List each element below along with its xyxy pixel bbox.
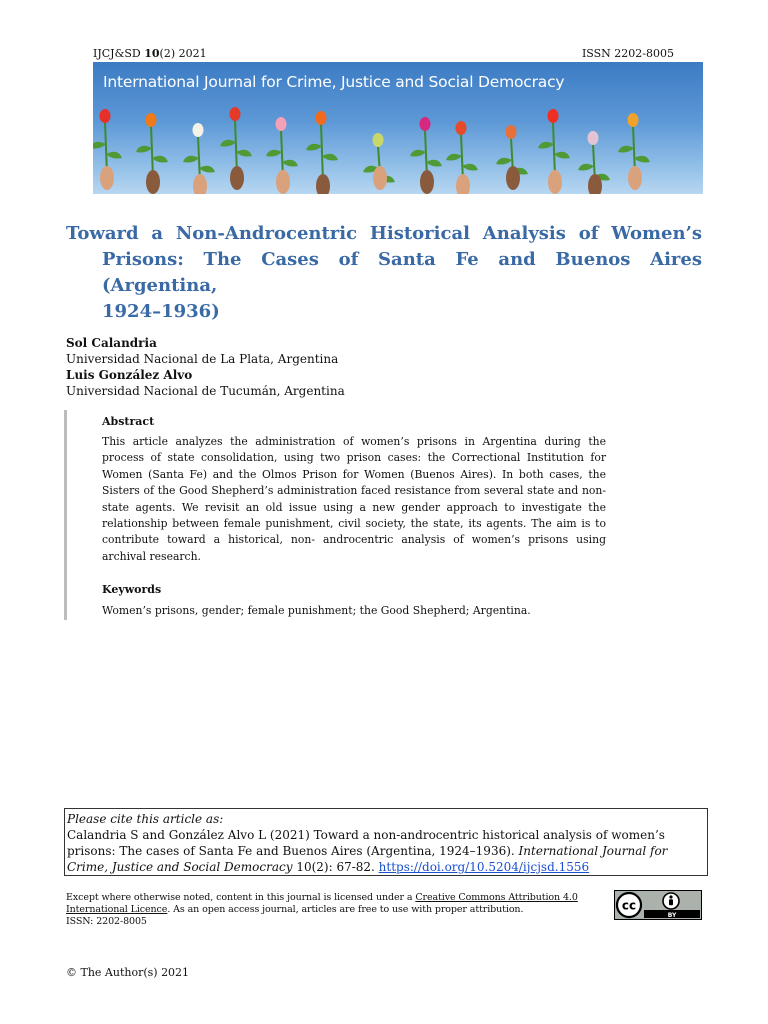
- flower-part: [193, 174, 207, 194]
- flower-part: [100, 109, 111, 123]
- leaf: [462, 164, 478, 171]
- flower-part: [276, 117, 287, 131]
- flower-part: [548, 109, 559, 123]
- article-title: [66, 221, 702, 325]
- citation-text: Calandria S and González Alvo L (2021) Toward a non-androcentric historical analysis of women’s prisons: The cases of Santa Fe and Buenos Aires (Argentina, 1924–1936).: [67, 828, 665, 858]
- flower-part: [146, 113, 157, 127]
- keywords-text: Women’s prisons, gender; female punishment; the Good Shepherd; Argentina.: [102, 604, 531, 617]
- author-affiliation: Universidad Nacional de La Plata, Argentina: [66, 352, 339, 366]
- article-title-line1: Toward a Non-Androcentric Historical Analysis of Women’s: [66, 223, 702, 244]
- leaf: [496, 158, 512, 165]
- leaf: [183, 156, 199, 163]
- cc-by-label: BY: [667, 912, 677, 919]
- leaf: [220, 140, 236, 147]
- license-notice: [66, 892, 606, 928]
- leaf: [538, 142, 554, 149]
- cc-by-badge[interactable]: [614, 890, 702, 920]
- flower-part: [456, 121, 467, 135]
- leaf: [106, 152, 122, 159]
- leaf: [282, 160, 298, 167]
- leaf: [322, 154, 338, 161]
- cc-by-icon: [614, 890, 702, 920]
- flower-part: [100, 166, 114, 190]
- leaf: [618, 146, 634, 153]
- license-suffix: . As an open access journal, articles are free to use with proper attribution.: [167, 904, 524, 915]
- flower-part: [276, 170, 290, 194]
- journal-volume: 10: [144, 47, 160, 60]
- abstract-sidebar-rule: [64, 410, 67, 620]
- journal-issue-year: (2) 2021: [159, 47, 207, 60]
- leaf: [578, 164, 594, 171]
- license-link[interactable]: Creative Commons Attribution 4.0 International Licence: [66, 892, 578, 915]
- citation-intro: Please cite this article as:: [67, 812, 224, 826]
- leaf: [152, 156, 168, 163]
- leaf: [199, 166, 215, 173]
- flower-part: [321, 124, 323, 182]
- flower-part: [506, 166, 520, 190]
- abstract-text: This article analyzes the administration of women’s prisons in Argentina during the process of state consolidation, using two prison cases: the Correctional Institution for Women (Santa Fe) and the Olmos Prison for Women (Buenos Aires). In both cases, the Sisters of the Good Shepherd’s administration faced resistance from several state and non-state agents. We revisit an old issue using a new gender approach to investigate the relationship between female punishment, civil society, the state, its agents. The aim is to contribute toward a historical, non- androcentric analysis of women’s prisons using archival research.: [102, 435, 606, 563]
- journal-abbr: IJCJ&SD: [93, 47, 141, 60]
- author-name: Luis González Alvo: [66, 368, 193, 382]
- flower-part: [316, 111, 327, 125]
- flower-part: [235, 120, 237, 174]
- flower-part: [506, 125, 517, 139]
- journal-header-left: [93, 47, 207, 60]
- flower-part: [420, 170, 434, 194]
- license-prefix: Except where otherwise noted, content in this journal is licensed under a: [66, 892, 416, 903]
- leaf: [306, 144, 322, 151]
- flower-part: [146, 170, 160, 194]
- leaf: [554, 152, 570, 159]
- citation-box: [64, 808, 708, 876]
- author-affiliation: Universidad Nacional de Tucumán, Argentina: [66, 384, 345, 398]
- doi-link[interactable]: https://doi.org/10.5204/ijcjsd.1556: [378, 860, 590, 874]
- leaf: [266, 150, 282, 157]
- flower-part: [628, 166, 642, 190]
- leaf: [446, 154, 462, 161]
- flower-part: [230, 107, 241, 121]
- citation-volume-pages: 10(2): 67-82.: [292, 860, 379, 874]
- abstract-heading: Abstract: [102, 415, 155, 428]
- flower-part: [420, 117, 431, 131]
- leaf: [426, 160, 442, 167]
- journal-banner: [93, 62, 703, 194]
- flower-part: [548, 170, 562, 194]
- flower-part: [373, 133, 384, 147]
- flower-part: [193, 123, 204, 137]
- flower-part: [553, 122, 555, 178]
- article-title-line3: 1924–1936): [102, 301, 220, 322]
- keywords-heading: Keywords: [102, 583, 162, 596]
- leaf: [410, 150, 426, 157]
- banner-title: International Journal for Crime, Justice and Social Democracy: [103, 73, 565, 91]
- flower-part: [456, 174, 470, 194]
- flower-part: [230, 166, 244, 190]
- flower-part: [373, 166, 387, 190]
- article-title-line2: Prisons: The Cases of Santa Fe and Buenos Aires (Argentina,: [102, 249, 702, 296]
- leaf: [236, 150, 252, 157]
- leaf: [634, 156, 650, 163]
- license-issn: ISSN: 2202-8005: [66, 916, 147, 927]
- flower-part: [628, 113, 639, 127]
- flower-part: [588, 131, 599, 145]
- citation-journal: International Journal for Crime, Justice and Social Democracy: [67, 844, 668, 874]
- leaf: [136, 146, 152, 153]
- copyright-notice: © The Author(s) 2021: [66, 966, 190, 979]
- journal-issn-header: ISSN 2202-8005: [581, 47, 674, 60]
- flower-part: [316, 174, 330, 194]
- leaf: [93, 142, 106, 149]
- svg-text:cc: cc: [621, 898, 637, 913]
- author-name: Sol Calandria: [66, 336, 157, 350]
